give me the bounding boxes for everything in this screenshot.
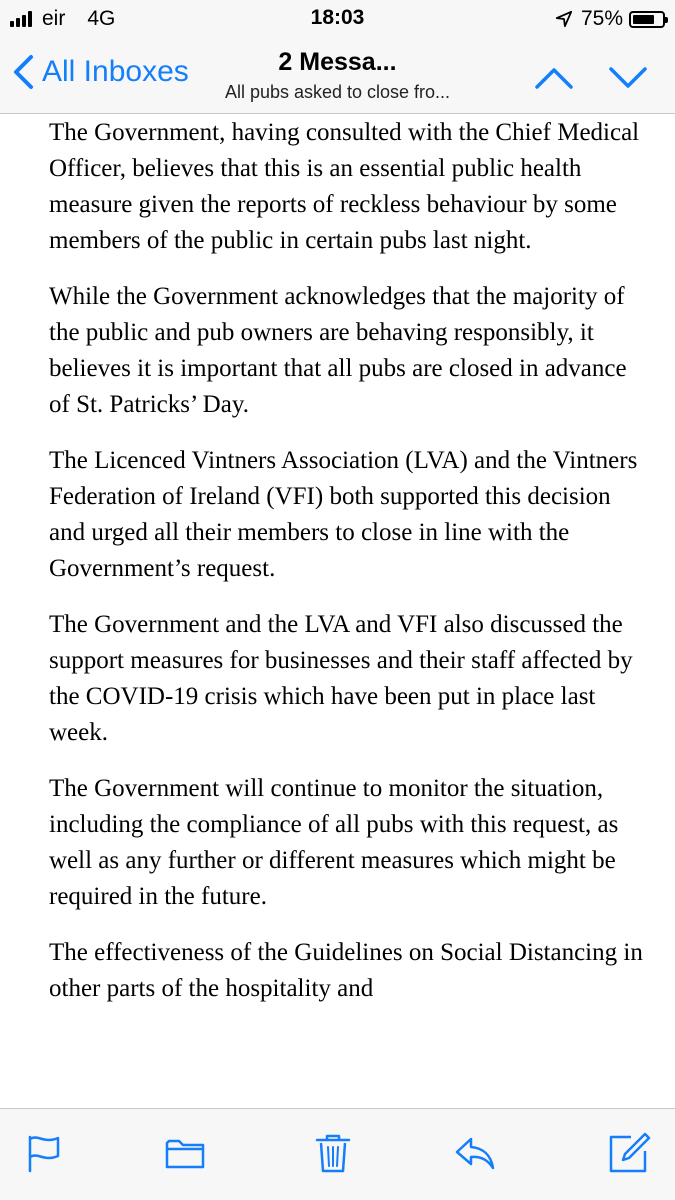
- message-toolbar: [0, 1108, 675, 1200]
- thread-title: 2 Messa...: [278, 48, 397, 76]
- navigation-bar: [0, 40, 675, 114]
- email-paragraph: The Licenced Vintners Association (LVA) and the Vintners Federation of Ireland (VFI) both supported this decision and urged all their members to close in line with the Government’s request.: [49, 447, 638, 582]
- thread-subject: All pubs asked to close fro...: [224, 82, 451, 102]
- status-right: [555, 6, 665, 32]
- email-body: [49, 114, 649, 1132]
- carrier-name: eir: [42, 7, 66, 30]
- network-type: 4G: [87, 7, 116, 30]
- trash-icon: [311, 1131, 355, 1175]
- email-paragraph: The Government and the LVA and VFI also discussed the support measures for businesses and their staff affected by the COVID-19 crisis which have been put in place last week.: [49, 611, 633, 746]
- flag-icon: [22, 1131, 66, 1175]
- status-time: 18:03: [310, 6, 365, 29]
- back-label: All Inboxes: [42, 55, 189, 88]
- compose-button[interactable]: [607, 1131, 651, 1175]
- email-paragraph: The Government, having consulted with the Chief Medical Officer, believes that this is an essential public health measure given the reports of reckless behaviour by some members of the public in certain pubs last night.: [49, 119, 640, 254]
- previous-message-button[interactable]: [534, 60, 574, 96]
- chevron-up-icon: [534, 60, 574, 96]
- trash-button[interactable]: [311, 1131, 355, 1175]
- reply-button[interactable]: [453, 1131, 497, 1175]
- battery-percentage: 75%: [580, 7, 623, 30]
- compose-icon: [607, 1131, 651, 1175]
- email-paragraph: While the Government acknowledges that the majority of the public and pub owners are behaving responsibly, it believes it is important that all pubs are closed in advance of St. Patricks’ Day.: [49, 283, 627, 418]
- reply-icon: [453, 1131, 497, 1175]
- battery-level-fill: [633, 15, 654, 24]
- battery-icon: [629, 11, 665, 28]
- next-message-button[interactable]: [608, 60, 648, 96]
- flag-button[interactable]: [22, 1131, 66, 1175]
- status-bar: [0, 0, 675, 40]
- email-paragraph: The effectiveness of the Guidelines on Social Distancing in other parts of the hospitality and: [49, 939, 643, 1002]
- folder-icon: [163, 1131, 207, 1175]
- chevron-down-icon: [608, 60, 648, 96]
- move-to-folder-button[interactable]: [163, 1131, 207, 1175]
- email-paragraph: The Government will continue to monitor the situation, including the compliance of all pubs with this request, as well as any further or different measures which might be required in the future.: [49, 775, 619, 910]
- location-arrow-icon: [555, 10, 573, 28]
